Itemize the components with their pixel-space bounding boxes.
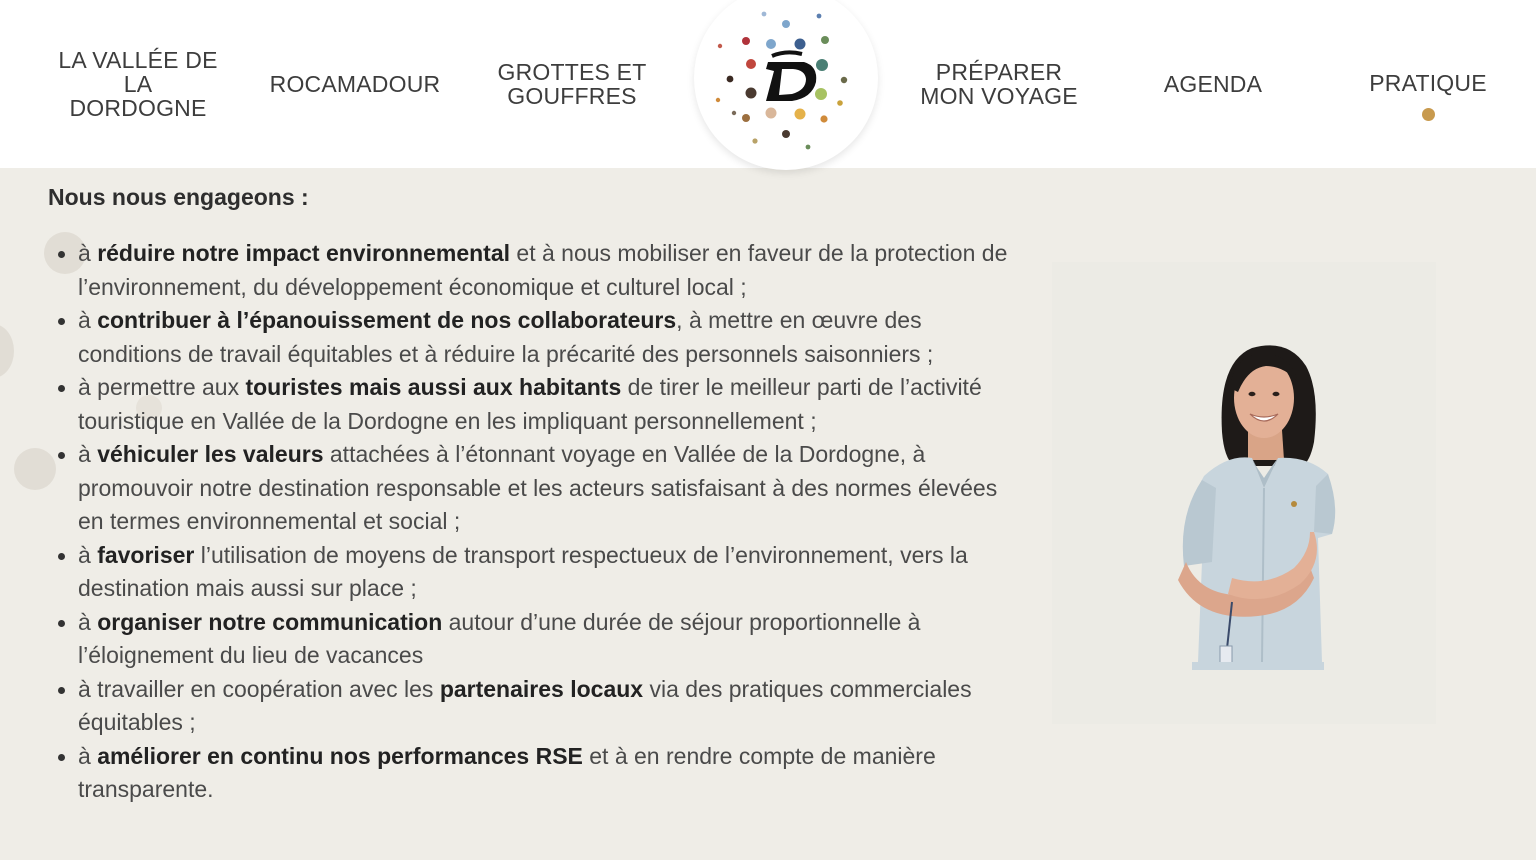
item-text: à <box>78 441 98 467</box>
logo-mark <box>694 0 878 170</box>
nav-item-vallee-dordogne[interactable] <box>48 0 228 168</box>
list-item <box>48 539 1008 606</box>
nav-label: GROTTES ET GOUFFRES <box>497 59 647 109</box>
active-indicator-dot <box>1422 108 1435 121</box>
item-text: à <box>78 742 98 769</box>
list-item <box>48 371 1008 438</box>
section-heading: Nous nous engageons : <box>48 184 309 210</box>
item-bold-text: améliorer en continu nos performances RSE <box>97 742 583 769</box>
item-text: attachées à l’étonnant voyage en Vallée de la Dordogne, à promouvoir notre destination responsable et les acteurs satisfaisant à des normes élevées en termes environnemental et social ; <box>78 441 998 534</box>
list-item <box>48 740 1008 807</box>
list-item <box>48 304 1008 371</box>
person-illustration <box>1052 262 1436 724</box>
nav-item-preparer-voyage[interactable] <box>904 0 1094 168</box>
nav-item-pratique[interactable] <box>1346 0 1510 168</box>
list-item <box>48 673 1008 740</box>
list-item <box>48 237 1008 304</box>
decorative-circle <box>0 324 14 378</box>
list-item <box>48 438 1008 539</box>
item-bold-text: véhiculer les valeurs <box>97 441 324 467</box>
item-text: à <box>78 541 98 568</box>
logo-letter <box>766 52 816 101</box>
nav-item-rocamadour[interactable] <box>262 0 448 168</box>
site-logo[interactable] <box>694 0 878 170</box>
site-header <box>0 0 1536 168</box>
item-text: à travailler en coopération avec les <box>78 675 440 702</box>
item-bold-text: favoriser <box>97 541 195 568</box>
item-text: l’utilisation de moyens de transport respectueux de l’environnement, vers la destination mais aussi sur place ; <box>78 541 968 601</box>
nav-label: LA VALLÉE DE LA DORDOGNE <box>58 47 218 121</box>
item-bold-text: organiser notre communication <box>97 608 443 635</box>
item-text: autour d’une durée de séjour proportionnelle à l’éloignement du lieu de vacances <box>78 608 921 668</box>
nav-label: ROCAMADOUR <box>269 71 441 97</box>
list-item <box>48 606 1008 673</box>
item-bold-text: réduire notre impact environnemental <box>97 240 511 266</box>
nav-label: PRÉPARER MON VOYAGE <box>920 59 1078 109</box>
item-text: via des pratiques commerciales équitables ; <box>78 675 972 735</box>
item-text: à <box>78 240 98 266</box>
item-text: et à en rendre compte de manière transparente. <box>78 742 936 802</box>
item-bold-text: partenaires locaux <box>439 675 644 702</box>
nav-label: PRATIQUE <box>1369 70 1487 96</box>
commitments-section <box>48 181 1008 807</box>
item-text: de tirer le meilleur parti de l’activité touristique en Vallée de la Dordogne en les impliquant personnellement ; <box>78 374 982 434</box>
portrait-image <box>1052 262 1436 724</box>
nav-item-agenda[interactable] <box>1128 0 1298 168</box>
commitments-list <box>48 237 1008 807</box>
item-bold-text: touristes mais aussi aux habitants <box>245 374 622 400</box>
item-text: , à mettre en œuvre des conditions de travail équitables et à réduire la précarité des personnels saisonniers ; <box>78 307 934 367</box>
item-text: à <box>78 307 98 333</box>
item-text: à <box>78 608 98 635</box>
item-text: et à nous mobiliser en faveur de la protection de l’environnement, du développement économique et culturel local ; <box>78 240 1008 300</box>
item-text: à permettre aux <box>78 374 246 400</box>
item-bold-text: contribuer à l’épanouissement de nos collaborateurs <box>97 307 677 333</box>
nav-label: AGENDA <box>1163 71 1263 97</box>
nav-item-grottes-gouffres[interactable] <box>482 0 662 168</box>
